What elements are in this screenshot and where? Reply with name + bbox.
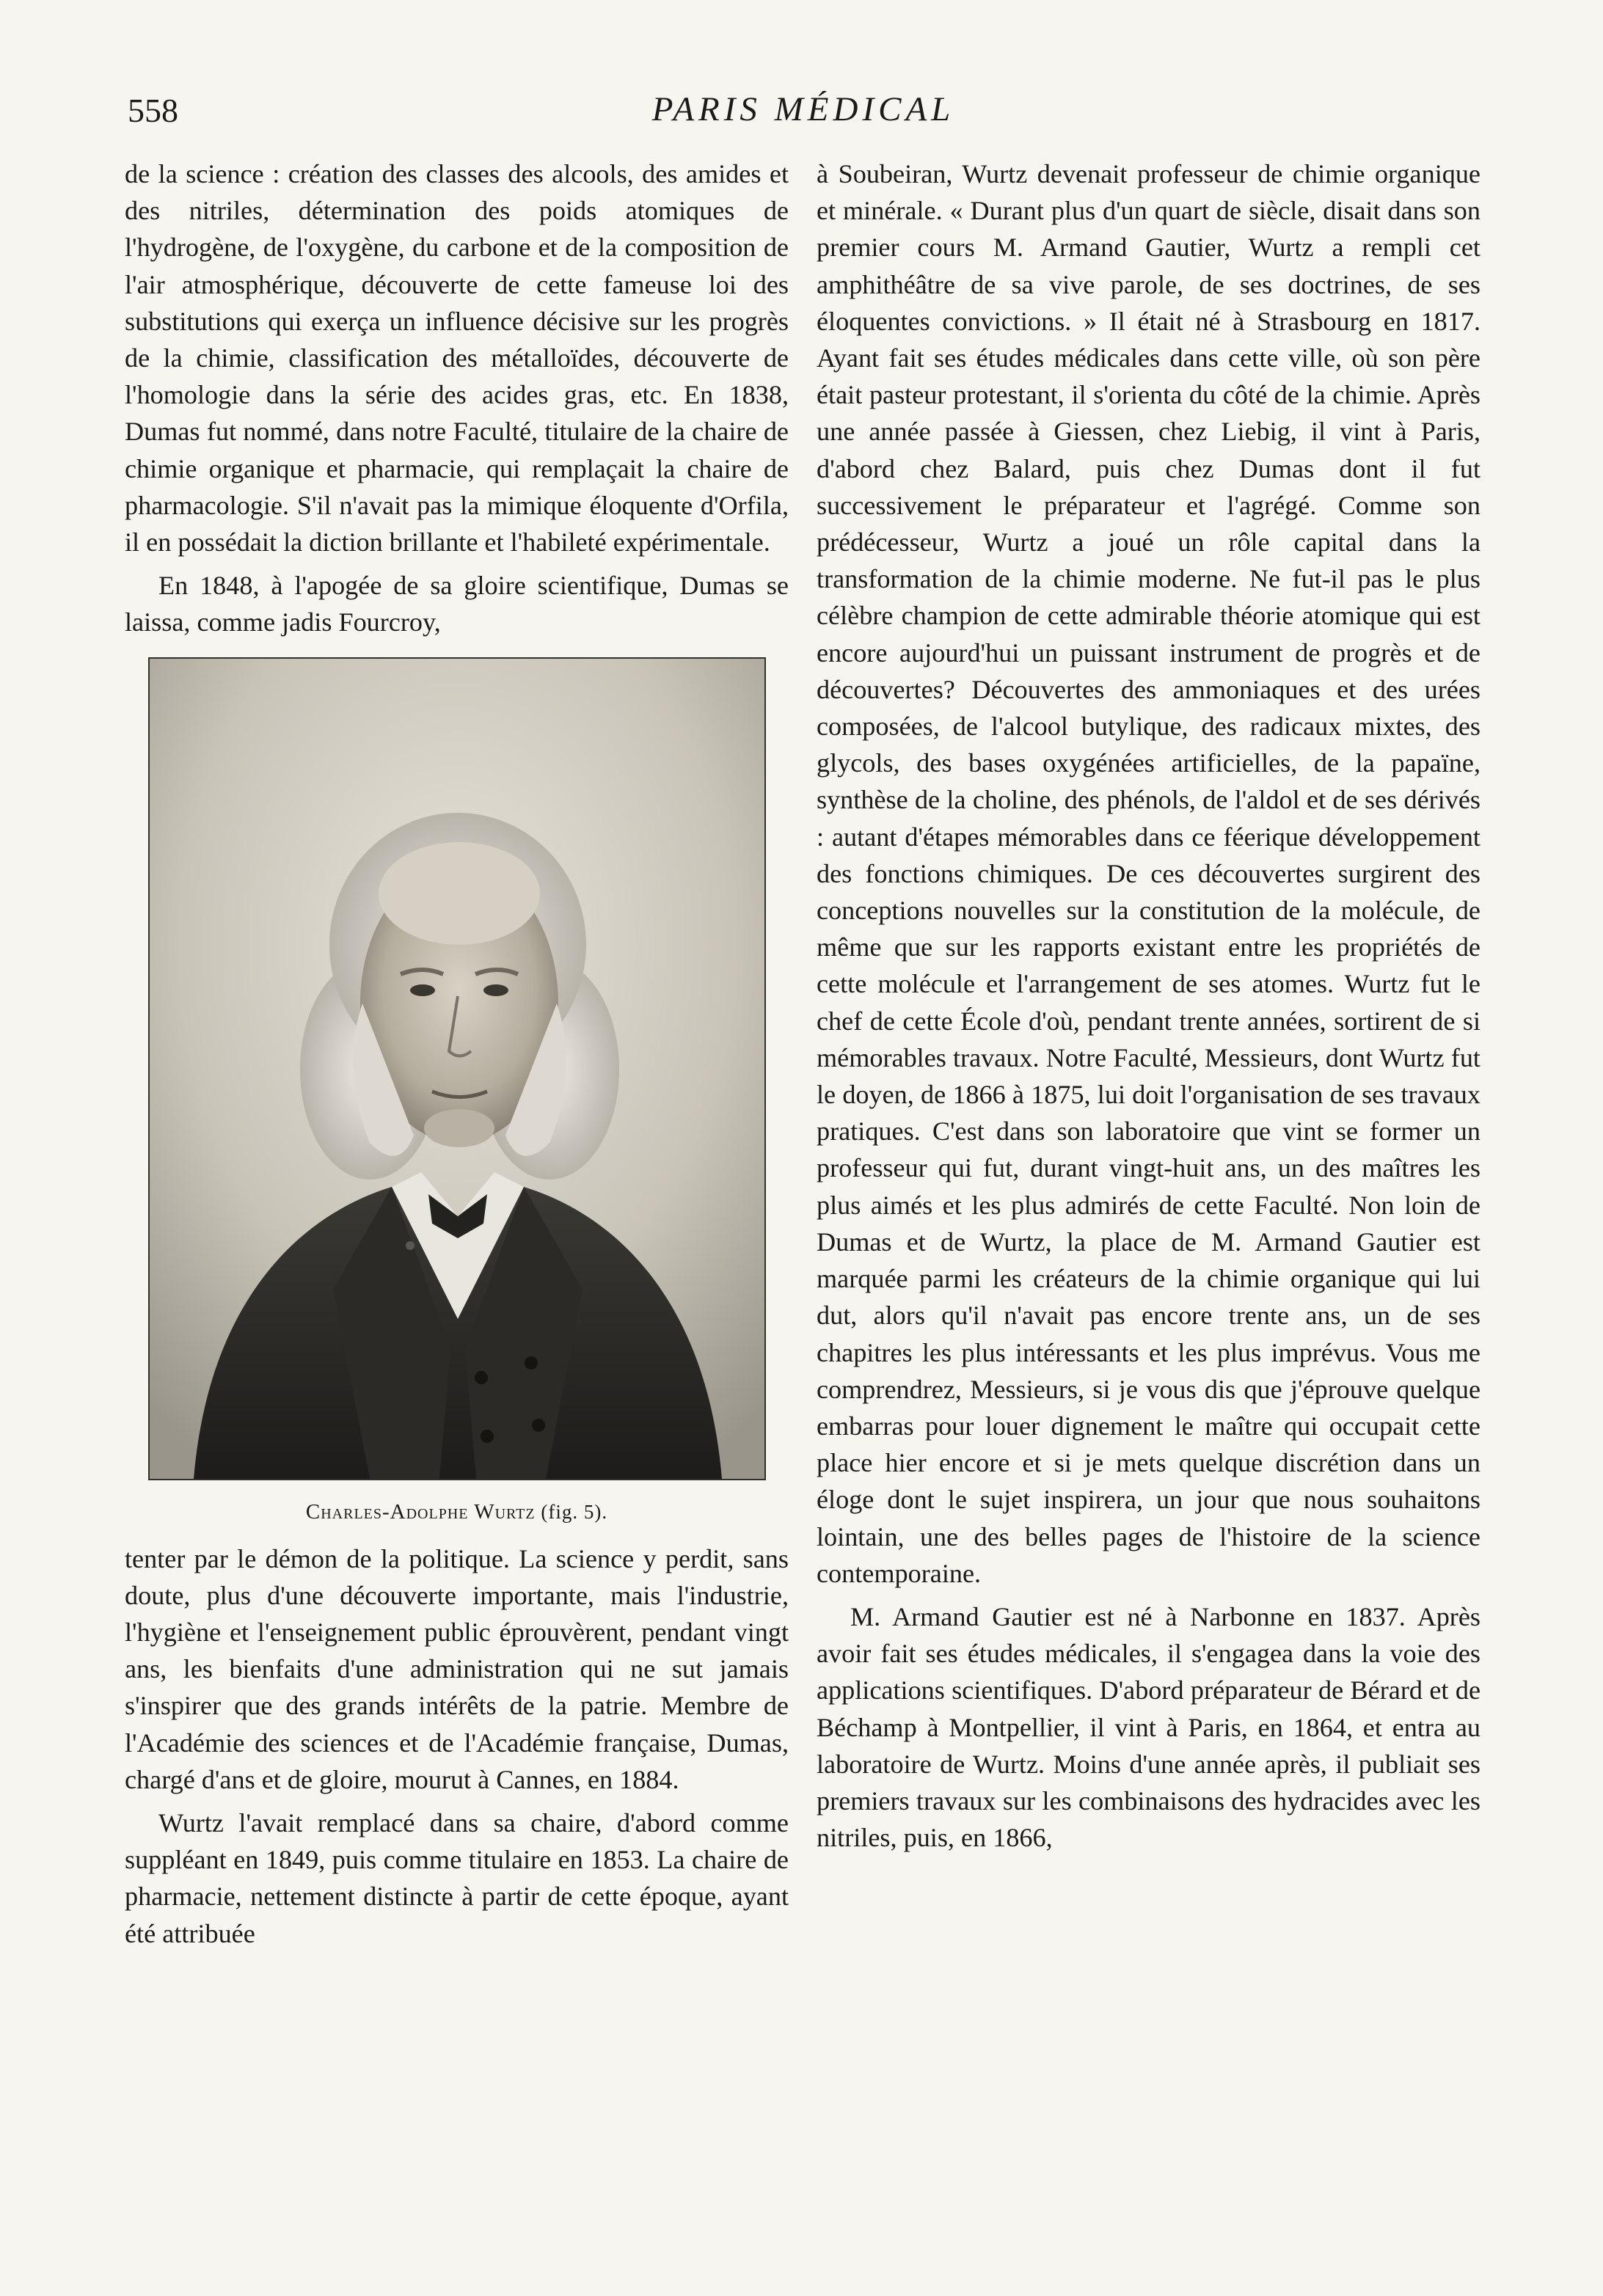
figure-caption-name: Charles-Adolphe Wurtz bbox=[305, 1499, 536, 1524]
figure-portrait bbox=[125, 657, 789, 1524]
figure-caption-ref: (fig. 5). bbox=[541, 1500, 608, 1523]
left-column bbox=[125, 156, 789, 1952]
portrait-image bbox=[150, 659, 764, 1479]
page-number: 558 bbox=[128, 92, 178, 129]
running-head bbox=[125, 87, 1482, 138]
left-paragraph-3: tenter par le démon de la politique. La science y perdit, sans doute, plus d'une découverte importante, mais l'industrie, l'hygiène et l'enseignement public éprouvèrent, pendant vingt ans, les bienfaits d'une administration qui ne sut jamais s'inspirer que des grands intérêts de la patrie. Membre de l'Académie des sciences et de l'Académie française, Dumas, chargé d'ans et de gloire, mourut à Cannes, en 1884. bbox=[125, 1543, 789, 1794]
right-column bbox=[817, 156, 1480, 1856]
figure-caption bbox=[125, 1499, 789, 1524]
left-paragraph-1: de la science : création des classes des alcools, des amides et des nitriles, détermination des poids atomiques de l'hydrogène, de l'oxygène, du carbone et de la composition de l'air atmosphérique, découverte de cette fameuse loi des substitutions qui exerça un influence décisive sur les progrès de la chimie, classification des métalloïdes, découverte de l'homologie dans la série des acides gras, etc. En 1838, Dumas fut nommé, dans notre Faculté, titulaire de la chaire de chimie organique et pharmacie, qui remplaçait la chaire de pharmacologie. S'il n'avait pas la mimique éloquente d'Orfila, il en possédait la diction brillante et l'habileté expérimentale. bbox=[125, 159, 789, 557]
right-paragraph-1: à Soubeiran, Wurtz devenait professeur de chimie organique et minérale. « Durant plus d'un quart de siècle, disait dans son premier cours M. Armand Gautier, Wurtz a rempli cet amphithéâtre de sa vive parole, de ses doctrines, de ses éloquentes convictions. » Il était né à Strasbourg en 1817. Ayant fait ses études médicales dans cette ville, où son père était pasteur protestant, il s'orienta du côté de la chimie. Après une année passée à Giessen, chez Liebig, il vint à Paris, d'abord chez Balard, puis chez Dumas dont il fut successivement le préparateur et l'agrégé. Comme son prédécesseur, Wurtz a joué un rôle capital dans la transformation de la chimie moderne. Ne fut-il pas le plus célèbre champion de cette admirable théorie atomique qui est encore aujourd'hui un puissant instrument de progrès et de découvertes? Découvertes des ammoniaques et des urées composées, de l'alcool butylique, des radicaux mixtes, des glycols, des bases oxygénées artificielles, de la papaïne, synthèse de la choline, des phénols, de l'aldol et de ses dérivés : autant d'étapes mémorables dans ce féerique développement des fonctions chimiques. De ces découvertes surgirent des conceptions nouvelles sur la constitution de la molécule, de même que sur les rapports existant entre les propriétés de cette molécule et l'arrangement de ses atomes. Wurtz fut le chef de cette École d'où, pendant trente années, sortirent de si mémorables travaux. Notre Faculté, Messieurs, dont Wurtz fut le doyen, de 1866 à 1875, lui doit l'organisation de ses travaux pratiques. C'est dans son laboratoire que vint se former un professeur qui fut, durant vingt-huit ans, un des maîtres les plus aimés et les plus admirés de cette Faculté. Non loin de Dumas et de Wurtz, la place de M. Armand Gautier est marquée parmi les créateurs de la chimie organique qui lui dut, alors qu'il n'avait pas encore trente ans, un de ses chapitres les plus intéressants et les plus imprévus. Vous me comprendrez, Messieurs, si je vous dis que j'éprouve quelque embarras pour louer dignement le maître qui occupait cette place hier encore et si je mets quelque discrétion dans un éloge dont le sujet inspirera, un jour que nous souhaitons lointain, une des belles pages de l'histoire de la science contemporaine. bbox=[817, 159, 1480, 1588]
left-paragraph-4: Wurtz l'avait remplacé dans sa chaire, d'abord comme suppléant en 1849, puis comme titulaire en 1853. La chaire de pharmacie, nettement distincte à partir de cette époque, ayant été attribuée bbox=[125, 1808, 789, 1948]
left-paragraph-2: En 1848, à l'apogée de sa gloire scientifique, Dumas se laissa, comme jadis Fourcroy, bbox=[125, 571, 789, 637]
portrait-engraving bbox=[148, 657, 766, 1480]
journal-title: PARIS MÉDICAL bbox=[651, 90, 955, 128]
right-paragraph-2: M. Armand Gautier est né à Narbonne en 1837. Après avoir fait ses études médicales, il s'engagea dans la voie des applications scientifiques. D'abord préparateur de Bérard et de Béchamp à Montpellier, il vint à Paris, en 1864, et entra au laboratoire de Wurtz. Moins d'une année après, il publiait ses premiers travaux sur les combinaisons des hydracides avec les nitriles, puis, en 1866, bbox=[817, 1601, 1480, 1853]
